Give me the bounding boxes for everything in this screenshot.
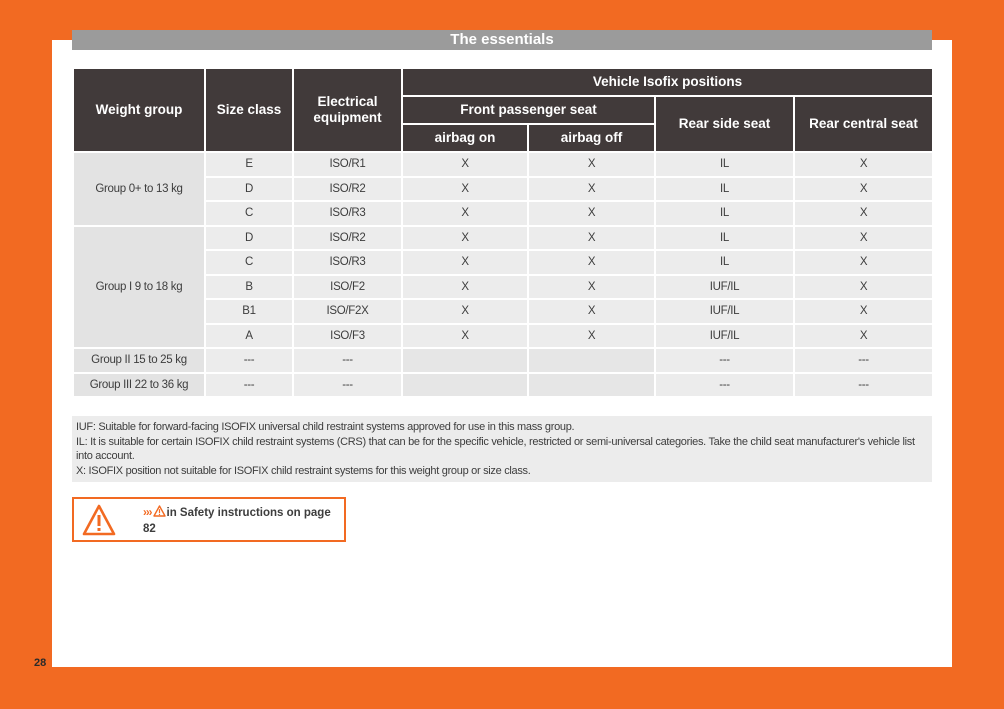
- rear-central-cell: X: [794, 152, 933, 177]
- equipment-cell: ---: [293, 348, 402, 373]
- airbag-off-cell: X: [528, 324, 655, 349]
- size-class-cell: D: [205, 177, 293, 202]
- rear-side-cell: IUF/IL: [655, 275, 794, 300]
- size-class-cell: D: [205, 226, 293, 251]
- equipment-cell: ISO/R1: [293, 152, 402, 177]
- airbag-off-cell: X: [528, 299, 655, 324]
- rear-central-cell: X: [794, 275, 933, 300]
- airbag-off-cell: [528, 373, 655, 398]
- airbag-on-cell: X: [402, 324, 528, 349]
- airbag-off-cell: X: [528, 177, 655, 202]
- rear-side-cell: IL: [655, 250, 794, 275]
- airbag-on-cell: X: [402, 201, 528, 226]
- equipment-cell: ISO/F3: [293, 324, 402, 349]
- airbag-off-cell: X: [528, 250, 655, 275]
- weight-group-cell: Group II 15 to 25 kg: [73, 348, 205, 373]
- rear-side-cell: IUF/IL: [655, 299, 794, 324]
- equipment-cell: ISO/R3: [293, 201, 402, 226]
- safety-reference-link[interactable]: [143, 505, 333, 537]
- airbag-off-cell: X: [528, 201, 655, 226]
- header-size-class: Size class: [205, 68, 293, 152]
- size-class-cell: B: [205, 275, 293, 300]
- header-front-passenger-seat: Front passenger seat: [402, 96, 655, 124]
- rear-central-cell: X: [794, 299, 933, 324]
- page-number: 28: [34, 657, 47, 669]
- size-class-cell: C: [205, 201, 293, 226]
- size-class-cell: C: [205, 250, 293, 275]
- rear-side-cell: IL: [655, 177, 794, 202]
- header-rear-central-seat: Rear central seat: [794, 96, 933, 152]
- rear-side-cell: IUF/IL: [655, 324, 794, 349]
- airbag-on-cell: [402, 348, 528, 373]
- rear-central-cell: X: [794, 250, 933, 275]
- note-x: X: ISOFIX position not suitable for ISOFIX child restraint systems for this weight group or size class.: [76, 464, 531, 477]
- equipment-cell: ISO/F2X: [293, 299, 402, 324]
- airbag-off-cell: X: [528, 152, 655, 177]
- rear-central-cell: X: [794, 177, 933, 202]
- equipment-cell: ISO/R2: [293, 226, 402, 251]
- table-row: [73, 348, 933, 373]
- table-notes: [72, 416, 932, 482]
- header-vehicle-isofix-positions: Vehicle Isofix positions: [402, 68, 933, 96]
- note-il: IL: It is suitable for certain ISOFIX child restraint systems (CRS) that can be for the specific vehicle, restricted or semi-universal categories. Take the child seat manufacturer's vehicle list into account.: [76, 435, 915, 462]
- header-airbag-off: airbag off: [528, 124, 655, 152]
- section-title: The essentials: [72, 30, 932, 50]
- size-class-cell: E: [205, 152, 293, 177]
- rear-central-cell: ---: [794, 348, 933, 373]
- chevron-icon: ›››: [143, 507, 152, 519]
- header-weight-group: Weight group: [73, 68, 205, 152]
- airbag-on-cell: X: [402, 177, 528, 202]
- table-row: [73, 152, 933, 177]
- airbag-on-cell: X: [402, 226, 528, 251]
- airbag-off-cell: X: [528, 226, 655, 251]
- equipment-cell: ISO/F2: [293, 275, 402, 300]
- note-iuf: IUF: Suitable for forward-facing ISOFIX universal child restraint systems approved for use in this mass group.: [76, 421, 575, 433]
- weight-group-cell: Group 0+ to 13 kg: [73, 152, 205, 226]
- rear-side-cell: ---: [655, 348, 794, 373]
- airbag-on-cell: X: [402, 275, 528, 300]
- airbag-on-cell: [402, 373, 528, 398]
- rear-central-cell: X: [794, 226, 933, 251]
- table-row: [73, 373, 933, 398]
- warning-triangle-icon: [82, 504, 116, 536]
- safety-reference-text: in Safety instructions on page 82: [143, 507, 331, 535]
- isofix-table: [72, 67, 934, 398]
- airbag-on-cell: X: [402, 299, 528, 324]
- rear-central-cell: X: [794, 324, 933, 349]
- header-rear-side-seat: Rear side seat: [655, 96, 794, 152]
- warning-small-icon: [153, 505, 166, 517]
- rear-side-cell: IL: [655, 152, 794, 177]
- table-row: [73, 226, 933, 251]
- weight-group-cell: Group I 9 to 18 kg: [73, 226, 205, 349]
- equipment-cell: ISO/R2: [293, 177, 402, 202]
- equipment-cell: ISO/R3: [293, 250, 402, 275]
- size-class-cell: A: [205, 324, 293, 349]
- weight-group-cell: Group III 22 to 36 kg: [73, 373, 205, 398]
- rear-side-cell: IL: [655, 226, 794, 251]
- rear-central-cell: X: [794, 201, 933, 226]
- size-class-cell: ---: [205, 373, 293, 398]
- airbag-on-cell: X: [402, 250, 528, 275]
- header-airbag-on: airbag on: [402, 124, 528, 152]
- airbag-off-cell: [528, 348, 655, 373]
- size-class-cell: B1: [205, 299, 293, 324]
- equipment-cell: ---: [293, 373, 402, 398]
- airbag-on-cell: X: [402, 152, 528, 177]
- rear-central-cell: ---: [794, 373, 933, 398]
- airbag-off-cell: X: [528, 275, 655, 300]
- header-electrical-equipment: Electrical equipment: [293, 68, 402, 152]
- rear-side-cell: IL: [655, 201, 794, 226]
- rear-side-cell: ---: [655, 373, 794, 398]
- size-class-cell: ---: [205, 348, 293, 373]
- safety-warning-box: [72, 497, 346, 542]
